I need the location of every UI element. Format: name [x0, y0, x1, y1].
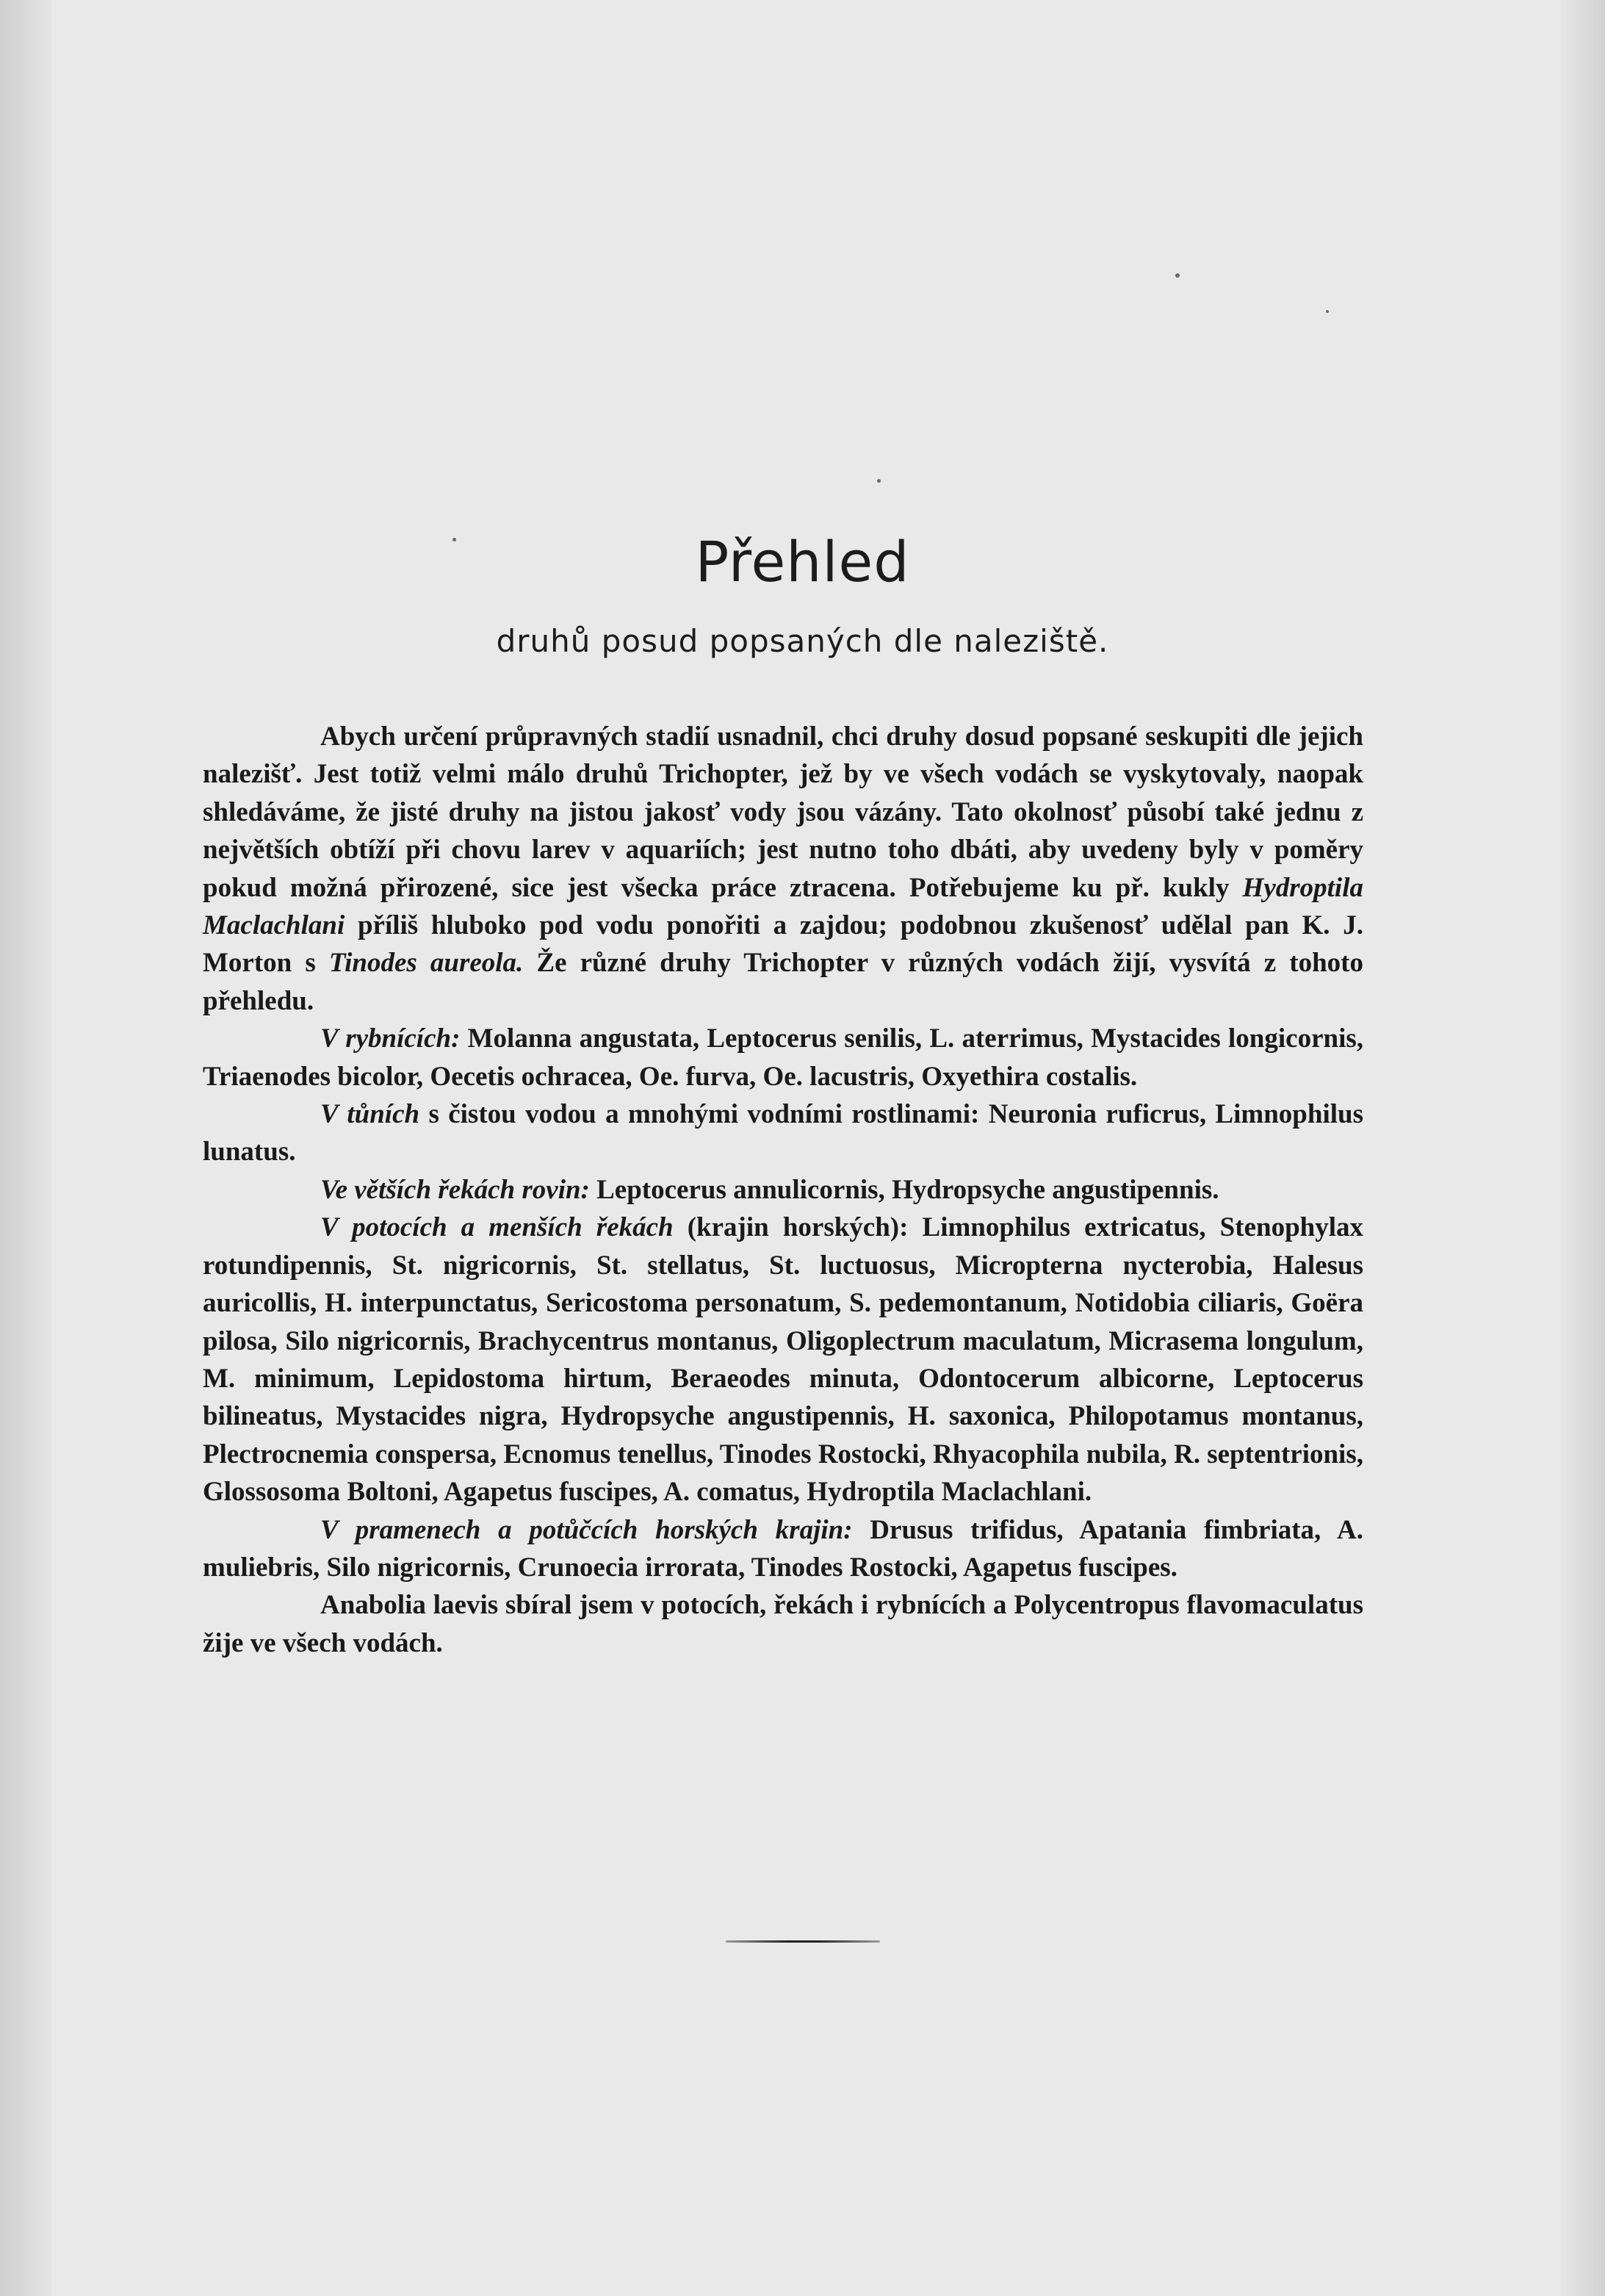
text-run: (krajin horských): Limnophilus extricatus, Stenophylax rotundipennis, St. nigricornis, St. stellatus, St. luctuosus, Micropterna nycterobia, Halesus auricollis, H. interpunctatus, Sericostoma personatum, S. pedemontanum, Notidobia ciliaris, Goëra pilosa, Silo nigricornis, Brachycentrus montanus, Oligoplectrum maculatum, Micrasema longulum, M. minimum, Lepidostoma hirtum, Beraeodes minuta, Odontocerum albicorne, Leptocerus bilineatus, Mystacides nigra, Hydropsyche angustipennis, H. saxonica, Philopotamus montanus, Plectrocnemia conspersa, Ecnomus tenellus, Tinodes Rostocki, Rhyacophila nubila, R. septentrionis, Glossosoma Boltoni, Agapetus fuscipes, A. comatus, Hydroptila Maclachlani.	[203, 1212, 1364, 1508]
speck	[1175, 273, 1180, 278]
paragraph	[203, 1171, 1363, 1209]
italic-run: Hydroptila Maclachlani	[203, 872, 1363, 941]
paragraph	[203, 1095, 1363, 1171]
italic-run: V rybnících:	[320, 1023, 461, 1054]
text-run: Drusus trifidus, Apatania fimbriata, A. muliebris, Silo nigricornis, Crunoecia irrorata, Tinodes Rostocki, Agapetus fuscipes.	[203, 1514, 1363, 1583]
speck	[1326, 310, 1329, 313]
text-run: Leptocerus annulicornis, Hydropsyche angustipennis.	[589, 1174, 1219, 1205]
end-rule-line	[726, 1940, 880, 1943]
paragraph	[203, 1209, 1363, 1511]
paragraph	[203, 1586, 1363, 1662]
text-run: Abych určení průpravných stadií usnadnil, chci druhy dosud popsané seskupiti dle jejich nalezišť. Jest totiž velmi málo druhů Trichopter, jež by ve všech vodách se vyskytovaly, naopak shledáváme, že jisté druhy na jistou jakosť vody jsou vázány. Tato okolnosť působí také jednu z největších obtíží při chovu larev v aquariích; jest nutno toho dbáti, aby uvedeny byly v poměry pokud možná přirozené, sice jest všecka práce ztracena. Potřebujeme ku př. kukly	[203, 721, 1363, 903]
italic-run: Ve větších řekách rovin:	[320, 1174, 590, 1205]
paragraph	[203, 1020, 1363, 1095]
text-run: Že různé druhy Trichopter v různých vodách žijí, vysvítá z tohoto přehledu.	[203, 948, 1363, 1016]
page-subtitle: druhů posud popsaných dle naleziště.	[496, 623, 1109, 659]
page-left-shadow	[0, 0, 51, 2296]
italic-run: Tinodes aureola.	[328, 948, 524, 979]
italic-run: V tůních	[320, 1099, 420, 1130]
text-run: s čistou vodou a mnohými vodními rostlinami: Neuronia ruficrus, Limnophilus lunatus.	[203, 1099, 1363, 1167]
italic-run: V pramenech a potůčcích horských krajin:	[320, 1514, 853, 1545]
page-right-shadow	[1561, 0, 1605, 2296]
italic-run: V potocích a menších řekách	[320, 1212, 674, 1243]
speck	[877, 479, 881, 483]
page-title: Přehled	[695, 529, 910, 594]
text-run: Anabolia laevis sbíral jsem v potocích, řekách i rybnících a Polycentropus flavomaculatus žije ve všech vodách.	[203, 1590, 1363, 1658]
body-text	[203, 718, 1363, 1662]
text-run: Molanna angustata, Leptocerus senilis, L. aterrimus, Mystacides longicornis, Triaenodes bicolor, Oecetis ochracea, Oe. furva, Oe. lacustris, Oxyethira costalis.	[203, 1023, 1364, 1092]
paragraph	[203, 1511, 1363, 1587]
end-rule	[0, 1939, 1605, 1943]
paragraph	[203, 718, 1363, 1020]
text-run: příliš hluboko pod vodu ponořiti a zajdou; podobnou zkušenosť udělal pan K. J. Morton s	[203, 910, 1363, 979]
